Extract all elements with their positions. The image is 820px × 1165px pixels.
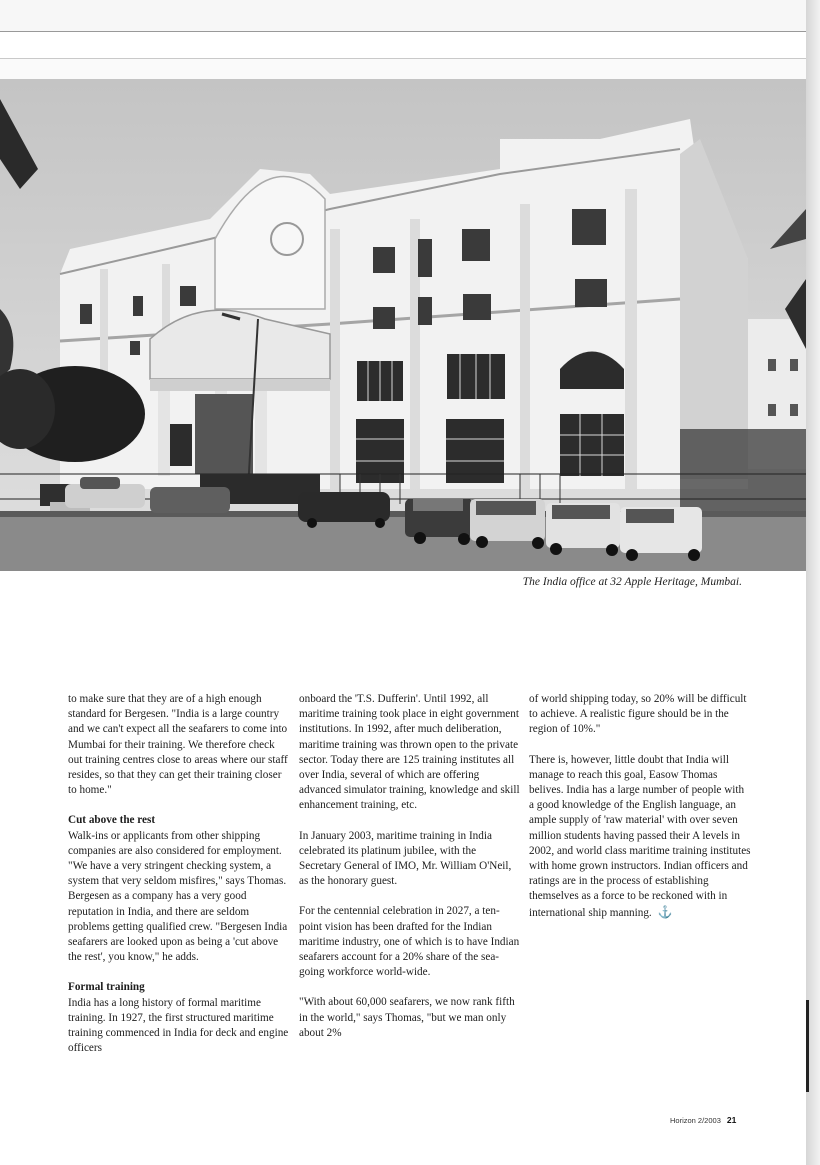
paragraph: India has a long history of formal maritime training. In 1927, the first structured maritime training commenced in India for deck and engine officers	[68, 996, 289, 1055]
photo-caption: The India office at 32 Apple Heritage, Mumbai.	[522, 576, 742, 588]
publication-name: Horizon 2/2003	[670, 1116, 721, 1125]
paragraph: Walk-ins or applicants from other shipping companies are also considered for employment. "We have a very stringent checking system, a system that very seldom misfires," says Thomas. Bergesen as a company has a very good reputation in India, and there are seldom problems getting qualified crew. "Bergesen India seafarers are looked upon as being a 'cut above the rest', you know," he adds.	[68, 829, 288, 964]
paragraph: of world shipping today, so 20% will be difficult to achieve. A realistic figure should be in the region of 10%."	[529, 693, 747, 736]
paragraph: onboard the 'T.S. Dufferin'. Until 1992, all maritime training took place in eight government institutions. In 1992, after much deliberation, maritime training was thrown open to the private sector. Today there are 125 training institutes all over India, several of which are offering advanced simulator training, knowledge and skill enhancement training, etc.	[299, 693, 520, 812]
subheading-cut-above-the-rest: Cut above the rest	[68, 814, 156, 827]
top-rule	[0, 31, 810, 32]
text-column-3	[529, 692, 751, 936]
subheading-formal-training: Formal training	[68, 981, 145, 994]
page-number: 21	[726, 1115, 737, 1125]
text-column-2	[299, 692, 521, 1056]
page-top-margin	[0, 0, 820, 32]
header-strip	[0, 58, 810, 80]
paragraph: "With about 60,000 seafarers, we now rank fifth in the world," says Thomas, "but we man only about 2%	[299, 996, 515, 1039]
margin-mark	[806, 1000, 809, 1092]
building-photo	[0, 79, 806, 571]
text-column-1	[68, 692, 290, 1071]
paragraph-text: There is, however, little doubt that India will manage to reach this goal, Easow Thomas belives. India has a large number of people with a good knowledge of the English language, an ample supply of 'raw material' with over seven million students having passed their A levels in 2002, and world class maritime training institutes with home grown instructors. Indian officers and ratings are in the process of establishing themselves as a force to be reckoned with in international ship manning.	[529, 753, 751, 919]
paragraph: For the centennial celebration in 2027, a ten-point vision has been drafted for the Indian maritime industry, one of which is to have Indian seafarers account for a 20% share of the sea-going workforce world-wide.	[299, 905, 520, 979]
paragraph: to make sure that they are of a high enough standard for Bergesen. "India is a large country and we can't expect all the seafarers to come into Mumbai for their training. We therefore check out training centres close to areas where our staff resides, so that they can get their training closer to home."	[68, 693, 288, 797]
paragraph	[529, 753, 751, 921]
paragraph: In January 2003, maritime training in India celebrated its platinum jubilee, with the Secretary General of IMO, Mr. William O'Neil, as the honorary guest.	[299, 829, 512, 888]
anchor-end-mark-icon: ⚓	[657, 904, 673, 919]
page-edge	[806, 0, 820, 1165]
page-footer	[670, 1115, 736, 1125]
